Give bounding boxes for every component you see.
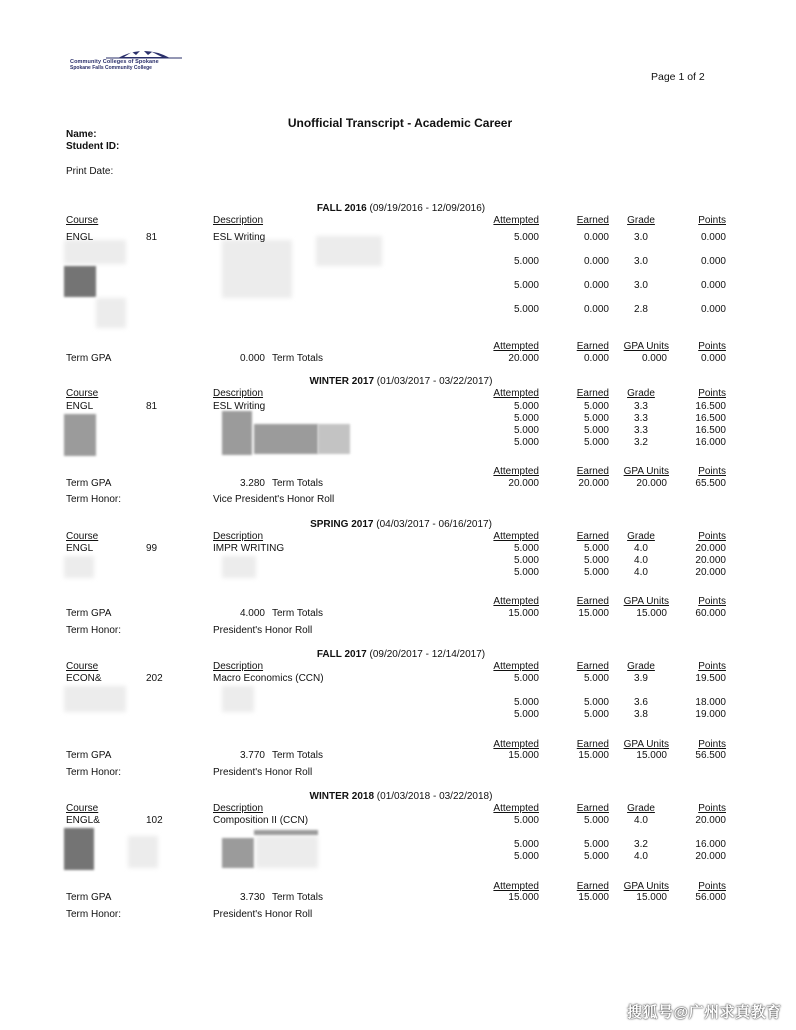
row-earned: 0.000	[583, 256, 609, 267]
row-attempted: 5.000	[513, 709, 539, 720]
row-grade: 4.0	[634, 567, 648, 578]
term-totals-label: Term Totals	[272, 892, 323, 903]
row-earned: 5.000	[583, 437, 609, 448]
course-number: 99	[146, 543, 158, 554]
term-honor-value: President's Honor Roll	[213, 625, 313, 636]
term-gpa-label: Term GPA	[66, 353, 112, 364]
row-earned: 5.000	[583, 709, 609, 720]
term-dates: (01/03/2018 - 03/22/2018)	[376, 791, 493, 802]
term-name: WINTER 2018	[309, 791, 375, 802]
col-header-attempted: Attempted	[493, 661, 539, 672]
row-earned: 5.000	[583, 555, 609, 566]
row-points: 16.000	[695, 437, 726, 448]
term-name: SPRING 2017	[310, 519, 374, 530]
row-attempted: 5.000	[513, 437, 539, 448]
col-header-earned: Earned	[576, 803, 609, 814]
col-header-earned: Earned	[576, 661, 609, 672]
total-attempted: 20.000	[508, 353, 539, 364]
term-name: FALL 2017	[316, 649, 367, 660]
term-honor-label: Term Honor:	[66, 909, 122, 920]
row-points: 16.500	[695, 413, 726, 424]
row-earned: 5.000	[583, 425, 609, 436]
col-header-points: Points	[698, 215, 726, 226]
total-earned: 15.000	[578, 750, 609, 761]
term-heading	[0, 649, 796, 660]
total-attempted: 15.000	[508, 608, 539, 619]
course-description: IMPR WRITING	[213, 543, 285, 554]
redacted-block	[64, 686, 126, 712]
row-grade: 3.3	[634, 401, 648, 412]
term-heading	[0, 791, 796, 802]
redacted-block	[318, 424, 350, 454]
total-gpa-units: 15.000	[636, 892, 667, 903]
row-points: 18.000	[695, 697, 726, 708]
row-earned: 5.000	[583, 413, 609, 424]
total-gpa-units: 0.000	[641, 353, 667, 364]
total-gpa-units: 20.000	[636, 478, 667, 489]
row-grade: 3.6	[634, 697, 648, 708]
row-attempted: 5.000	[513, 425, 539, 436]
total-earned: 15.000	[578, 892, 609, 903]
term-dates: (04/03/2017 - 06/16/2017)	[376, 519, 492, 530]
row-grade: 3.3	[634, 425, 648, 436]
col-header-points: Points	[698, 388, 726, 399]
row-points: 16.500	[695, 401, 726, 412]
print-date-label: Print Date:	[66, 166, 114, 177]
total-earned: 20.000	[578, 478, 609, 489]
logo-text-line1: Community Colleges of Spokane	[70, 59, 159, 65]
term-gpa-value: 4.000	[239, 608, 265, 619]
row-grade: 3.0	[634, 280, 648, 291]
row-points: 20.000	[695, 815, 726, 826]
total-points: 65.500	[695, 478, 726, 489]
col-header-attempted: Attempted	[493, 531, 539, 542]
term-honor-value: President's Honor Roll	[213, 909, 313, 920]
row-grade: 4.0	[634, 543, 648, 554]
row-attempted: 5.000	[513, 815, 539, 826]
totals-header-points: Points	[698, 881, 726, 892]
term-name: WINTER 2017	[309, 376, 375, 387]
row-attempted: 5.000	[513, 673, 539, 684]
row-earned: 5.000	[583, 543, 609, 554]
row-points: 19.000	[695, 709, 726, 720]
course-subject: ENGL	[66, 232, 94, 243]
col-header-grade: Grade	[627, 803, 655, 814]
col-header-attempted: Attempted	[493, 803, 539, 814]
term-dates: (01/03/2017 - 03/22/2017)	[376, 376, 493, 387]
term-heading	[0, 519, 796, 530]
row-attempted: 5.000	[513, 304, 539, 315]
col-header-description: Description	[213, 531, 264, 542]
row-points: 19.500	[695, 673, 726, 684]
term-honor-label: Term Honor:	[66, 767, 122, 778]
row-earned: 5.000	[583, 401, 609, 412]
term-name: FALL 2016	[316, 203, 367, 214]
row-attempted: 5.000	[513, 401, 539, 412]
row-earned: 5.000	[583, 839, 609, 850]
row-points: 20.000	[695, 567, 726, 578]
row-grade: 3.0	[634, 256, 648, 267]
redacted-block	[64, 266, 96, 297]
row-earned: 5.000	[583, 697, 609, 708]
row-grade: 3.2	[634, 437, 648, 448]
term-totals-label: Term Totals	[272, 750, 323, 761]
totals-header-points: Points	[698, 466, 726, 477]
row-grade: 4.0	[634, 815, 648, 826]
total-gpa-units: 15.000	[636, 608, 667, 619]
redacted-block	[222, 686, 254, 712]
row-points: 16.500	[695, 425, 726, 436]
row-points: 0.000	[700, 232, 726, 243]
course-description: Macro Economics (CCN)	[213, 673, 324, 684]
redacted-block	[256, 836, 318, 868]
totals-header-attempted: Attempted	[493, 881, 539, 892]
total-attempted: 20.000	[508, 478, 539, 489]
row-points: 20.000	[695, 851, 726, 862]
course-description: ESL Writing	[213, 232, 266, 243]
col-header-course: Course	[66, 531, 99, 542]
totals-header-earned: Earned	[576, 739, 609, 750]
term-dates: (09/20/2017 - 12/14/2017)	[369, 649, 486, 660]
term-gpa-label: Term GPA	[66, 608, 112, 619]
row-attempted: 5.000	[513, 232, 539, 243]
totals-header-points: Points	[698, 596, 726, 607]
term-gpa-label: Term GPA	[66, 478, 112, 489]
total-attempted: 15.000	[508, 892, 539, 903]
term-honor-label: Term Honor:	[66, 494, 122, 505]
row-earned: 0.000	[583, 232, 609, 243]
course-number: 202	[146, 673, 163, 684]
row-attempted: 5.000	[513, 543, 539, 554]
totals-header-earned: Earned	[576, 881, 609, 892]
row-earned: 5.000	[583, 673, 609, 684]
redacted-block	[222, 411, 252, 455]
course-subject: ECON&	[66, 673, 102, 684]
redacted-block	[222, 240, 292, 298]
row-attempted: 5.000	[513, 839, 539, 850]
course-subject: ENGL&	[66, 815, 100, 826]
row-earned: 5.000	[583, 851, 609, 862]
redacted-block	[64, 828, 94, 870]
total-gpa-units: 15.000	[636, 750, 667, 761]
totals-header-gpa-units: GPA Units	[623, 881, 669, 892]
total-points: 60.000	[695, 608, 726, 619]
row-grade: 3.3	[634, 413, 648, 424]
student-id-label: Student ID:	[66, 141, 120, 152]
row-points: 0.000	[700, 256, 726, 267]
term-gpa-value: 3.730	[239, 892, 265, 903]
col-header-earned: Earned	[576, 215, 609, 226]
redacted-block	[254, 830, 318, 835]
row-points: 20.000	[695, 555, 726, 566]
totals-header-gpa-units: GPA Units	[623, 739, 669, 750]
row-earned: 5.000	[583, 567, 609, 578]
course-number: 102	[146, 815, 163, 826]
course-subject: ENGL	[66, 543, 94, 554]
row-grade: 4.0	[634, 555, 648, 566]
totals-header-attempted: Attempted	[493, 341, 539, 352]
course-number: 81	[146, 232, 158, 243]
mountain-logo-icon	[66, 46, 222, 60]
col-header-course: Course	[66, 215, 99, 226]
total-attempted: 15.000	[508, 750, 539, 761]
term-honor-value: President's Honor Roll	[213, 767, 313, 778]
col-header-points: Points	[698, 803, 726, 814]
totals-header-earned: Earned	[576, 596, 609, 607]
col-header-grade: Grade	[627, 215, 655, 226]
row-attempted: 5.000	[513, 413, 539, 424]
total-earned: 15.000	[578, 608, 609, 619]
logo-text-line2: Spokane Falls Community College	[70, 65, 152, 71]
document-title: Unofficial Transcript - Academic Career	[287, 116, 513, 130]
redacted-block	[96, 298, 126, 328]
term-heading	[0, 376, 796, 387]
col-header-course: Course	[66, 661, 99, 672]
row-grade: 2.8	[634, 304, 648, 315]
row-grade: 4.0	[634, 851, 648, 862]
col-header-earned: Earned	[576, 531, 609, 542]
row-attempted: 5.000	[513, 851, 539, 862]
row-points: 20.000	[695, 543, 726, 554]
watermark: 搜狐号@广州求真教育	[627, 1004, 782, 1021]
term-gpa-label: Term GPA	[66, 750, 112, 761]
col-header-description: Description	[213, 661, 264, 672]
row-points: 0.000	[700, 280, 726, 291]
course-description: ESL Writing	[213, 401, 266, 412]
total-points: 0.000	[700, 353, 726, 364]
totals-header-gpa-units: GPA Units	[623, 466, 669, 477]
college-logo	[66, 46, 222, 72]
totals-header-gpa-units: GPA Units	[623, 596, 669, 607]
col-header-description: Description	[213, 215, 264, 226]
course-subject: ENGL	[66, 401, 94, 412]
col-header-grade: Grade	[627, 661, 655, 672]
totals-header-attempted: Attempted	[493, 739, 539, 750]
page-number: Page 1 of 2	[651, 71, 705, 83]
term-honor-value: Vice President's Honor Roll	[213, 494, 335, 505]
row-grade: 3.2	[634, 839, 648, 850]
term-gpa-value: 0.000	[239, 353, 265, 364]
redacted-block	[222, 838, 254, 868]
redacted-block	[64, 240, 126, 264]
term-gpa-label: Term GPA	[66, 892, 112, 903]
term-heading	[0, 203, 796, 214]
total-points: 56.000	[695, 892, 726, 903]
redacted-block	[316, 236, 382, 266]
col-header-grade: Grade	[627, 388, 655, 399]
totals-header-earned: Earned	[576, 341, 609, 352]
term-gpa-value: 3.770	[239, 750, 265, 761]
term-honor-label: Term Honor:	[66, 625, 122, 636]
col-header-course: Course	[66, 803, 99, 814]
col-header-earned: Earned	[576, 388, 609, 399]
total-earned: 0.000	[583, 353, 609, 364]
totals-header-points: Points	[698, 341, 726, 352]
redacted-block	[64, 556, 94, 578]
col-header-points: Points	[698, 531, 726, 542]
row-attempted: 5.000	[513, 280, 539, 291]
row-points: 0.000	[700, 304, 726, 315]
row-attempted: 5.000	[513, 256, 539, 267]
totals-header-points: Points	[698, 739, 726, 750]
redacted-block	[222, 556, 256, 578]
term-dates: (09/19/2016 - 12/09/2016)	[369, 203, 486, 214]
course-description: Composition II (CCN)	[213, 815, 309, 826]
col-header-course: Course	[66, 388, 99, 399]
total-points: 56.500	[695, 750, 726, 761]
col-header-attempted: Attempted	[493, 215, 539, 226]
row-attempted: 5.000	[513, 555, 539, 566]
course-number: 81	[146, 401, 158, 412]
row-points: 16.000	[695, 839, 726, 850]
row-grade: 3.9	[634, 673, 648, 684]
row-attempted: 5.000	[513, 697, 539, 708]
row-earned: 0.000	[583, 304, 609, 315]
term-totals-label: Term Totals	[272, 353, 323, 364]
row-grade: 3.8	[634, 709, 648, 720]
totals-header-earned: Earned	[576, 466, 609, 477]
col-header-description: Description	[213, 388, 264, 399]
term-totals-label: Term Totals	[272, 608, 323, 619]
col-header-attempted: Attempted	[493, 388, 539, 399]
redacted-block	[254, 424, 318, 454]
name-label: Name:	[66, 129, 97, 140]
term-totals-label: Term Totals	[272, 478, 323, 489]
col-header-grade: Grade	[627, 531, 655, 542]
row-grade: 3.0	[634, 232, 648, 243]
term-gpa-value: 3.280	[239, 478, 265, 489]
totals-header-attempted: Attempted	[493, 596, 539, 607]
row-earned: 5.000	[583, 815, 609, 826]
redacted-block	[128, 836, 158, 868]
redacted-block	[64, 414, 96, 456]
col-header-points: Points	[698, 661, 726, 672]
row-earned: 0.000	[583, 280, 609, 291]
row-attempted: 5.000	[513, 567, 539, 578]
totals-header-attempted: Attempted	[493, 466, 539, 477]
totals-header-gpa-units: GPA Units	[623, 341, 669, 352]
col-header-description: Description	[213, 803, 264, 814]
